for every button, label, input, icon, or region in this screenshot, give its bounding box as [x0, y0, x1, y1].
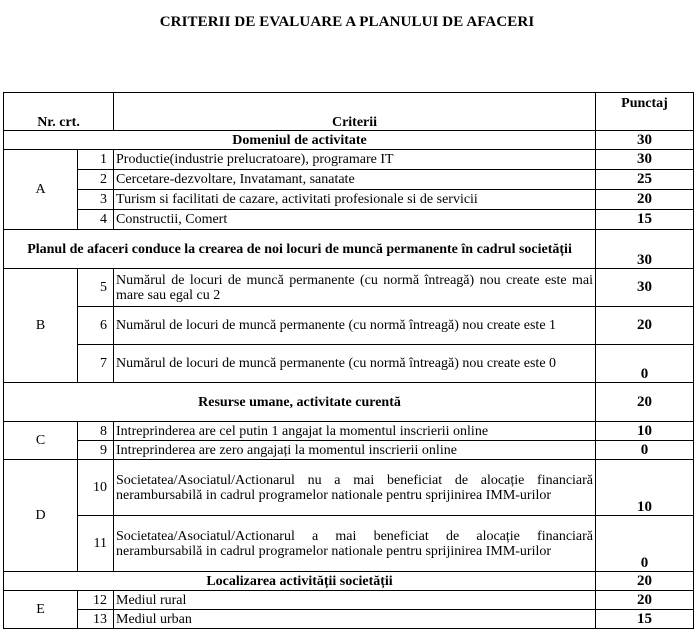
- section-title: Resurse umane, activitate curentă: [4, 383, 596, 422]
- row-criterion: Societatea/Asociatul/Actionarul a mai beneficiat de alocație financiară nerambursabilă in cadrul programelor nationale pentru sprijinirea IMM-urilor: [114, 516, 596, 572]
- section-points: 20: [596, 572, 694, 591]
- row-points: 20: [596, 307, 694, 345]
- row-criterion: Productie(industrie prelucratoare), programare IT: [114, 150, 596, 170]
- table-row: [4, 170, 694, 190]
- table-row: [4, 441, 694, 460]
- row-points: 25: [596, 170, 694, 190]
- row-number: 2: [78, 170, 114, 190]
- table-row: [4, 269, 694, 307]
- row-number: 11: [78, 516, 114, 572]
- group-letter: E: [4, 591, 78, 629]
- table-row: [4, 150, 694, 170]
- table-row: [4, 610, 694, 629]
- row-points: 30: [596, 269, 694, 307]
- section-points: 30: [596, 131, 694, 150]
- section-title: Domeniul de activitate: [4, 131, 596, 150]
- row-points: 0: [596, 516, 694, 572]
- table-row: [4, 307, 694, 345]
- evaluation-table: [3, 92, 694, 629]
- row-number: 10: [78, 460, 114, 516]
- row-points: 15: [596, 210, 694, 230]
- section-points: 30: [596, 230, 694, 269]
- row-points: 0: [596, 345, 694, 383]
- row-points: 20: [596, 591, 694, 610]
- row-criterion: Constructii, Comert: [114, 210, 596, 230]
- section-title: Localizarea activității societății: [4, 572, 596, 591]
- row-criterion: Societatea/Asociatul/Actionarul nu a mai beneficiat de alocație financiară nerambursabilă in cadrul programelor nationale pentru sprijinirea IMM-urilor: [114, 460, 596, 516]
- group-letter: A: [4, 150, 78, 230]
- section-points: 20: [596, 383, 694, 422]
- row-number: 6: [78, 307, 114, 345]
- row-points: 10: [596, 460, 694, 516]
- section-row: [4, 572, 694, 591]
- row-criterion: Numărul de locuri de muncă permanente (cu normă întreagă) nou create este 1: [114, 307, 596, 345]
- section-row: [4, 383, 694, 422]
- row-number: 13: [78, 610, 114, 629]
- row-number: 9: [78, 441, 114, 460]
- row-number: 8: [78, 422, 114, 441]
- section-row: [4, 131, 694, 150]
- group-letter: C: [4, 422, 78, 460]
- table-row: [4, 591, 694, 610]
- row-criterion: Mediul urban: [114, 610, 596, 629]
- row-points: 20: [596, 190, 694, 210]
- table-row: [4, 516, 694, 572]
- row-number: 1: [78, 150, 114, 170]
- page-title: CRITERII DE EVALUARE A PLANULUI DE AFACERI: [159, 14, 535, 30]
- group-letter: B: [4, 269, 78, 383]
- table-row: [4, 210, 694, 230]
- row-number: 12: [78, 591, 114, 610]
- table-row: [4, 190, 694, 210]
- row-points: 0: [596, 441, 694, 460]
- table-row: [4, 345, 694, 383]
- table-row: [4, 422, 694, 441]
- group-letter: D: [4, 460, 78, 572]
- row-points: 10: [596, 422, 694, 441]
- row-number: 4: [78, 210, 114, 230]
- row-number: 5: [78, 269, 114, 307]
- row-points: 15: [596, 610, 694, 629]
- header-criterii: Criterii: [114, 93, 596, 131]
- row-criterion: Intreprinderea are cel putin 1 angajat la momentul inscrierii online: [114, 422, 596, 441]
- row-criterion: Cercetare-dezvoltare, Invatamant, sanatate: [114, 170, 596, 190]
- row-criterion: Turism si facilitati de cazare, activitati profesionale si de servicii: [114, 190, 596, 210]
- row-criterion: Intreprinderea are zero angajați la momentul inscrierii online: [114, 441, 596, 460]
- section-title: Planul de afaceri conduce la crearea de noi locuri de muncă permanente în cadrul societății: [4, 230, 596, 269]
- header-punctaj: Punctaj: [596, 93, 694, 131]
- row-criterion: Numărul de locuri de muncă permanente (cu normă întreagă) nou create este 0: [114, 345, 596, 383]
- table-row: [4, 460, 694, 516]
- row-criterion: Mediul rural: [114, 591, 596, 610]
- row-number: 7: [78, 345, 114, 383]
- row-criterion: Numărul de locuri de muncă permanente (cu normă întreagă) nou create este mai mare sau egal cu 2: [114, 269, 596, 307]
- row-number: 3: [78, 190, 114, 210]
- row-points: 30: [596, 150, 694, 170]
- section-row: [4, 230, 694, 269]
- header-nr: Nr. crt.: [4, 93, 114, 131]
- header-row: [4, 93, 694, 131]
